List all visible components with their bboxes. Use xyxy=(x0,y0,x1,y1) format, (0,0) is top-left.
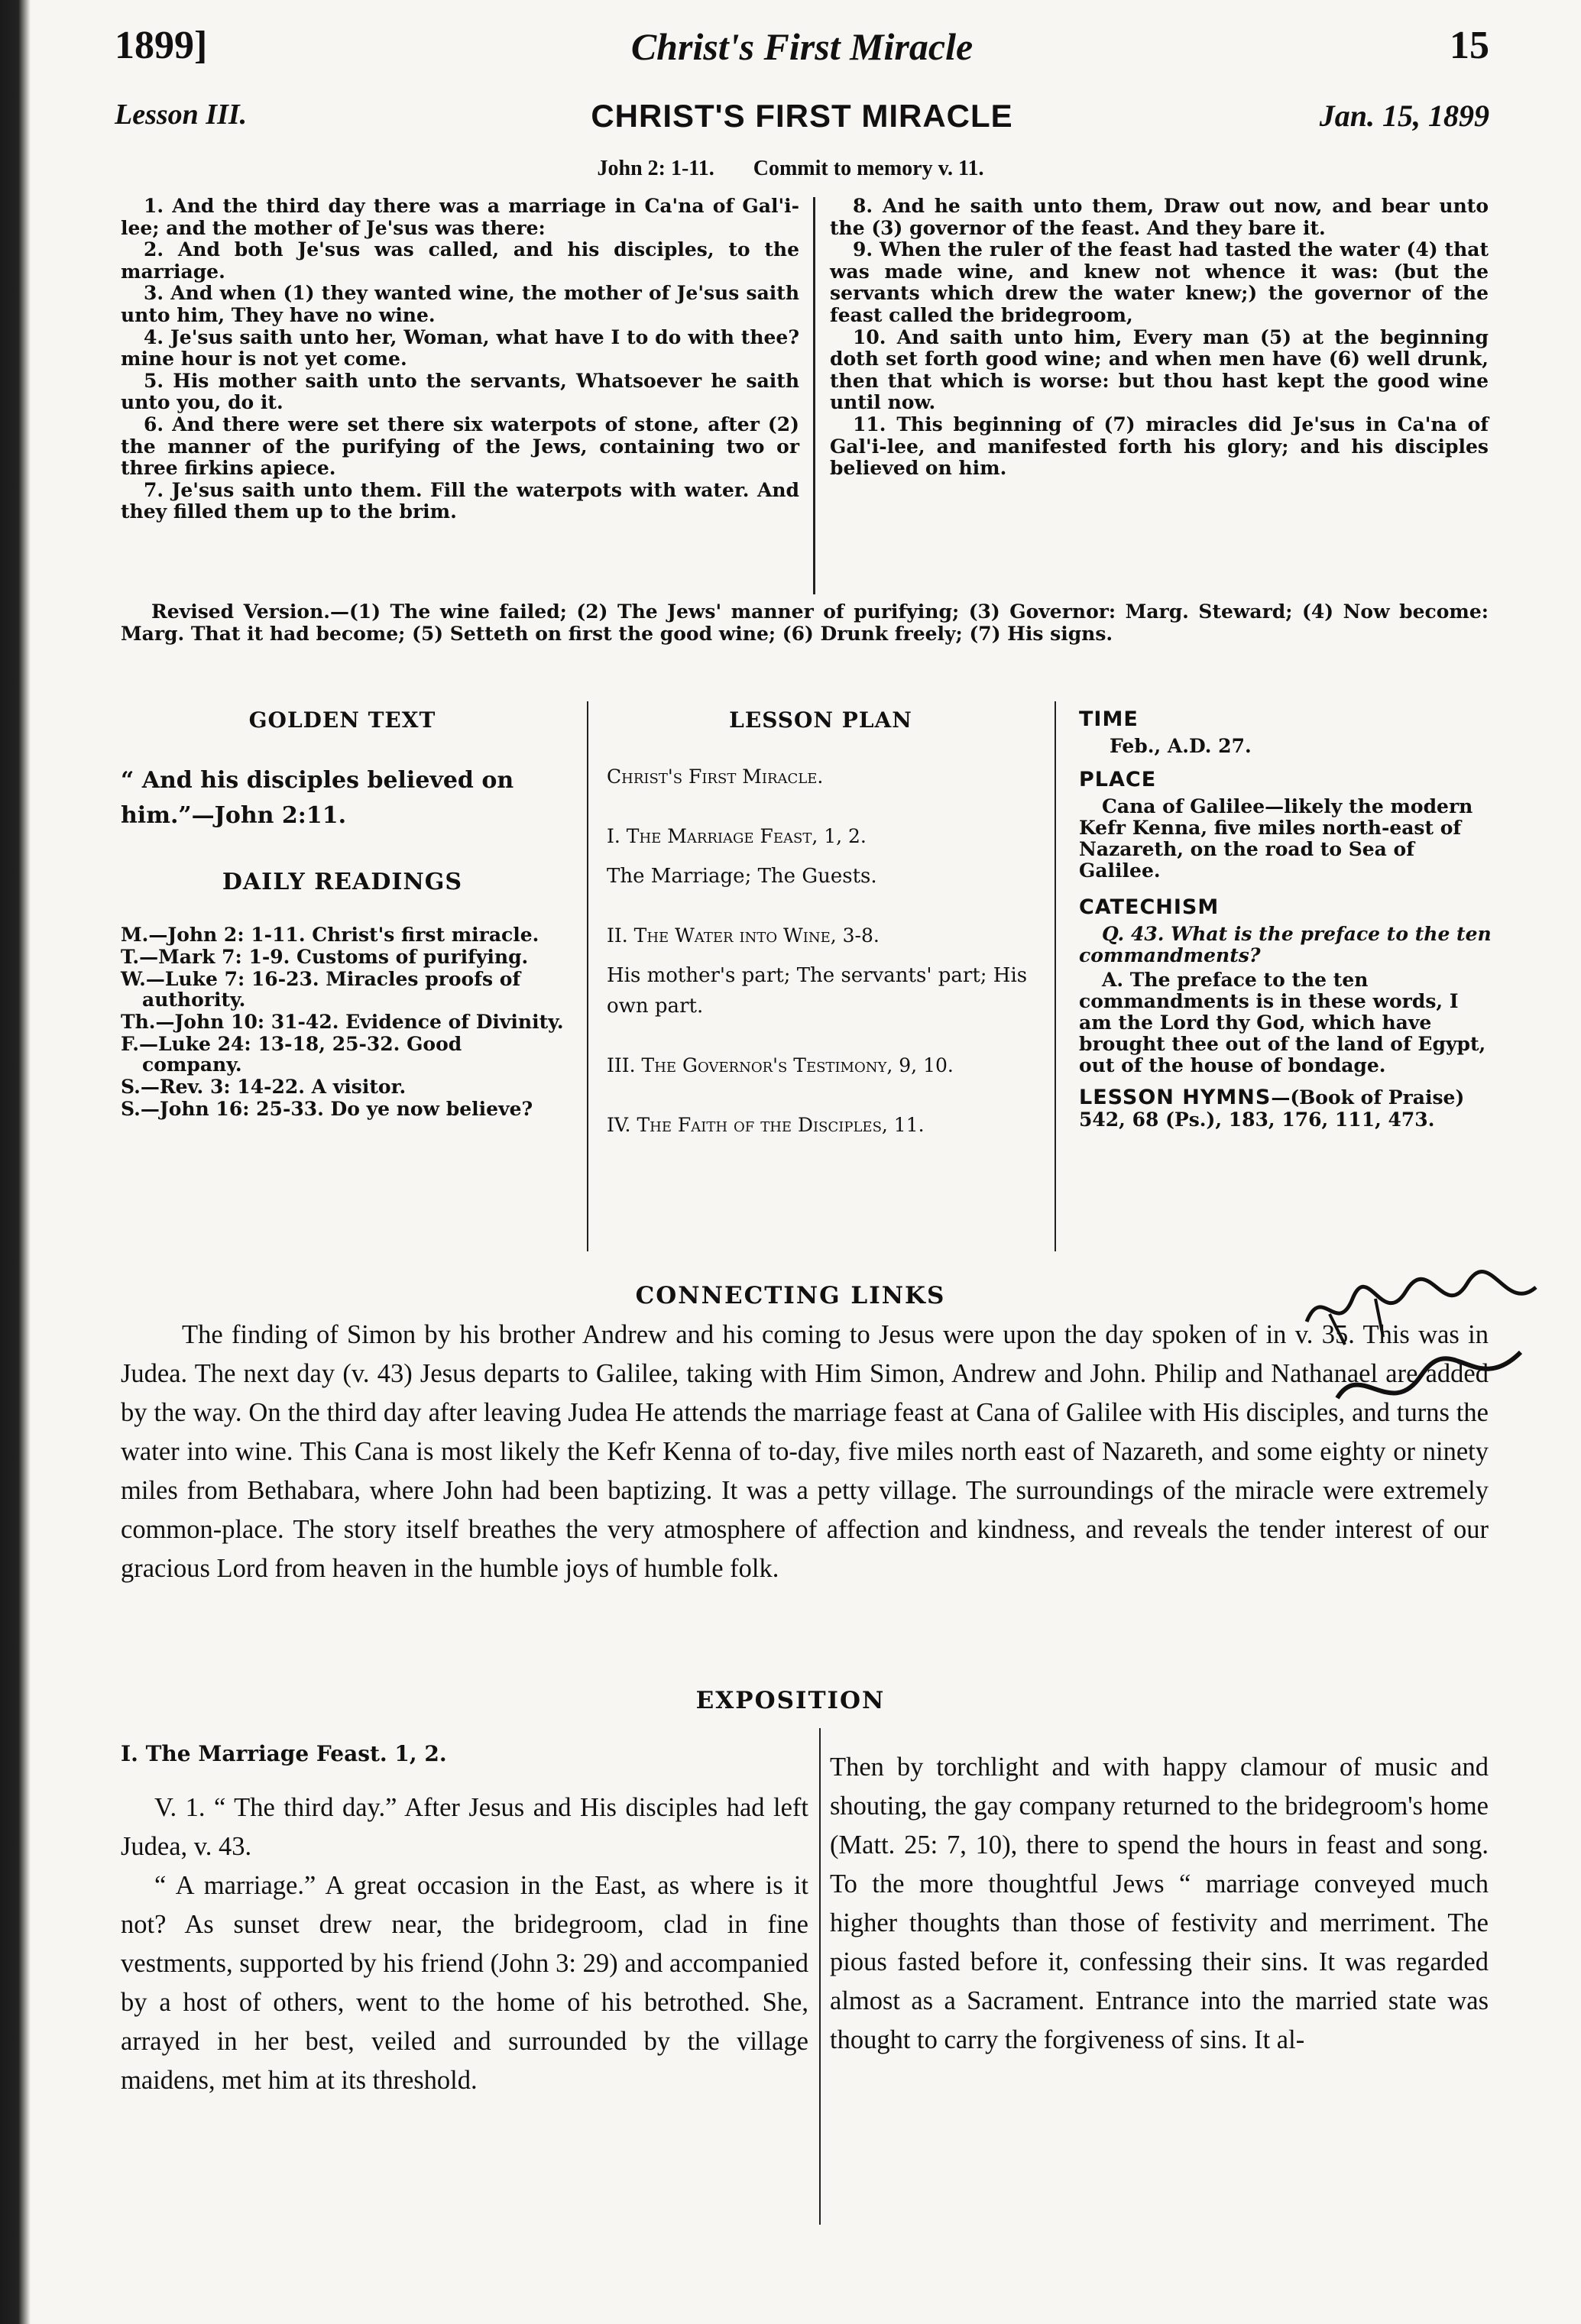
verse: 1. And the third day there was a marriage in Ca'na of Gal'i-lee; and the mother of Je'sus was there: xyxy=(121,195,799,239)
reading: M.—John 2: 1-11. Christ's first miracle. xyxy=(121,924,539,946)
exposition-subheading: I. The Marriage Feast. 1, 2. xyxy=(121,1741,447,1766)
verse: 10. And saith unto him, Every man (5) at the beginning doth set forth good wine; and when men have (6) well drunk, then that which is worse: but thou hast kept the good wine until now. xyxy=(830,325,1489,414)
plan-section-detail: The Marriage; The Guests. xyxy=(607,865,877,888)
box-divider xyxy=(587,701,588,1251)
lesson-plan-box xyxy=(607,707,1035,1141)
catechism-answer: A. The preface to the ten commandments is in these words, I am the Lord thy God, which have brought thee out of the land of Egypt, out of the house of bondage. xyxy=(1079,969,1486,1076)
verse: 5. His mother saith unto the servants, Whatsoever he saith unto you, do it. xyxy=(121,369,799,414)
paragraph: The finding of Simon by his brother Andrew and his coming to Jesus were upon the day spoken of in v. 35. This was in Judea. The next day (v. 43) Jesus departs to Galilee, taking with Him Simon, Andrew and John. Philip and Nathanael are added by the way. On the third day after leaving Judea He attends the marriage feast at Cana of Galilee with His disciples, and turns the water into wine. This Cana is most likely the Kefr Kenna of to-day, five miles north east of Nazareth, and some eighty or ninety miles from Bethabara, where John had been baptizing. It was a petty village. The surroundings of the miracle were extremely common-place. The story itself breathes the very atmosphere of affection and kindness, and reveals the tender interest of our gracious Lord from heaven in the humble joys of humble folk. xyxy=(121,1320,1489,1583)
paragraph: V. 1. “ The third day.” After Jesus and His disciples had left Judea, v. 43. xyxy=(121,1793,808,1861)
time-value: Feb., A.D. 27. xyxy=(1110,735,1252,757)
binding-edge xyxy=(0,0,31,2324)
reading: S.—John 16: 25-33. Do ye now believe? xyxy=(121,1098,533,1120)
exposition-left-column xyxy=(121,1734,808,2100)
column-divider xyxy=(819,1728,821,2225)
running-head-year: 1899] xyxy=(115,24,208,67)
golden-text: “ And his disciples believed on him.”—John 2:11. xyxy=(121,767,514,829)
reading: T.—Mark 7: 1-9. Customs of purifying. xyxy=(121,946,529,968)
lesson-header xyxy=(115,98,1489,144)
verse: 3. And when (1) they wanted wine, the mother of Je'sus saith unto him, They have no wine. xyxy=(121,282,799,326)
verse: 2. And both Je'sus was called, and his disciples, to the marriage. xyxy=(121,238,799,283)
verse: 6. And there were set there six waterpots of stone, after (2) the manner of the purifying of the Jews, containing two or three firkins apiece. xyxy=(121,413,799,480)
plan-section-heading: IV. The Faith of the Disciples, 11. xyxy=(607,1114,925,1136)
hymns-heading: LESSON HYMNS xyxy=(1079,1086,1272,1109)
passage: John 2: 1-11. xyxy=(597,157,714,180)
exposition-heading: EXPOSITION xyxy=(695,1687,886,1714)
lesson-date: Jan. 15, 1899 xyxy=(1319,99,1489,133)
page-number: 15 xyxy=(1450,24,1489,67)
plan-section-heading: I. The Marriage Feast, 1, 2. xyxy=(607,825,867,847)
lesson-plan-title: Christ's First Miracle. xyxy=(607,765,824,788)
hymns-list: —(Book of Praise) 542, 68 (Ps.), 183, 176, 111, 473. xyxy=(1079,1086,1465,1131)
time-heading: TIME xyxy=(1079,707,1139,731)
golden-text-box xyxy=(121,707,564,1121)
running-head-title: Christ's First Miracle xyxy=(630,25,974,68)
reading: Th.—John 10: 31-42. Evidence of Divinity. xyxy=(121,1011,564,1033)
passage-reference xyxy=(0,157,1581,181)
handwritten-signature xyxy=(1291,1268,1544,1444)
paragraph: Then by torchlight and with happy clamour of music and shouting, the gay company returned to the bridegroom's home (Matt. 25: 7, 10), there to spend the hours in feast and song. To the more thoughtful Jews “ marriage conveyed much higher thoughts than those of festivity and merriment. The pious fasted before it, confessing their sins. It was regarded almost as a Sacrament. Entrance into the married state was thought to carry the forgiveness of sins. It al- xyxy=(830,1753,1489,2054)
scripture-left-column xyxy=(121,196,799,523)
column-divider xyxy=(813,197,815,594)
plan-section-heading: III. The Governor's Testimony, 9, 10. xyxy=(607,1054,954,1076)
connecting-links-text xyxy=(121,1316,1489,1588)
lesson-plan-heading: LESSON PLAN xyxy=(729,707,912,733)
scripture-right-column xyxy=(830,196,1489,480)
exposition-right-column xyxy=(830,1748,1489,2060)
box-divider xyxy=(1055,701,1056,1251)
lesson-title: CHRIST'S FIRST MIRACLE xyxy=(591,98,1013,134)
lesson-number: Lesson III. xyxy=(115,99,248,131)
verse: 7. Je'sus saith unto them. Fill the waterpots with water. And they filled them up to the brim. xyxy=(121,478,799,523)
connecting-links-heading: CONNECTING LINKS xyxy=(635,1282,946,1309)
catechism-question: Q. 43. What is the preface to the ten commandments? xyxy=(1079,923,1492,966)
verse: 4. Je'sus saith unto her, Woman, what have I to do with thee? mine hour is not yet come. xyxy=(121,325,799,371)
revised-version-note: Revised Version.—(1) The wine failed; (2) The Jews' manner of purifying; (3) Governor: Marg. Steward; (4) Now become: Marg. That it had become; (5) Setteth on first the good wine; (6) Drunk freely; (7) His signs. xyxy=(121,600,1489,645)
time-place-box xyxy=(1079,707,1492,1131)
golden-text-heading: GOLDEN TEXT xyxy=(248,707,436,733)
reading: S.—Rev. 3: 14-22. A visitor. xyxy=(121,1076,407,1098)
catechism-heading: CATECHISM xyxy=(1079,895,1220,919)
verse: 11. This beginning of (7) miracles did Je'sus in Ca'na of Gal'i-lee, and manifested forth his glory; and his disciples believed on him. xyxy=(830,413,1489,480)
reading: F.—Luke 24: 13-18, 25-32. Good company. xyxy=(121,1033,462,1076)
plan-section-detail: His mother's part; The servants' part; His own part. xyxy=(607,964,1028,1018)
reading: W.—Luke 7: 16-23. Miracles proofs of authority. xyxy=(121,968,521,1011)
place-value: Cana of Galilee—likely the modern Kefr Kenna, five miles north-east of Nazareth, on the road to Sea of Galilee. xyxy=(1079,795,1473,882)
daily-readings-list xyxy=(121,924,564,1119)
verse: 8. And he saith unto them, Draw out now, and bear unto the (3) governor of the feast. And they bare it. xyxy=(830,195,1489,239)
memory-verse: Commit to memory v. 11. xyxy=(753,157,984,180)
hymns xyxy=(1079,1086,1492,1131)
place-heading: PLACE xyxy=(1079,768,1157,791)
plan-section-heading: II. The Water into Wine, 3-8. xyxy=(607,924,880,947)
daily-readings-heading: DAILY READINGS xyxy=(222,869,463,895)
paragraph: “ A marriage.” A great occasion in the East, as where is it not? As sunset drew near, the bridegroom, clad in fine vestments, supported by his friend (John 3: 29) and accompanied by a host of others, went to the home of his betrothed. She, arrayed in her best, veiled and surrounded by the village maidens, met him at its threshold. xyxy=(121,1871,808,2095)
running-head xyxy=(115,23,1489,76)
verse: 9. When the ruler of the feast had tasted the water (4) that was made wine, and knew not whence it was: (but the servants which drew the water knew;) the governor of the feast called the bridegroom, xyxy=(830,238,1489,326)
